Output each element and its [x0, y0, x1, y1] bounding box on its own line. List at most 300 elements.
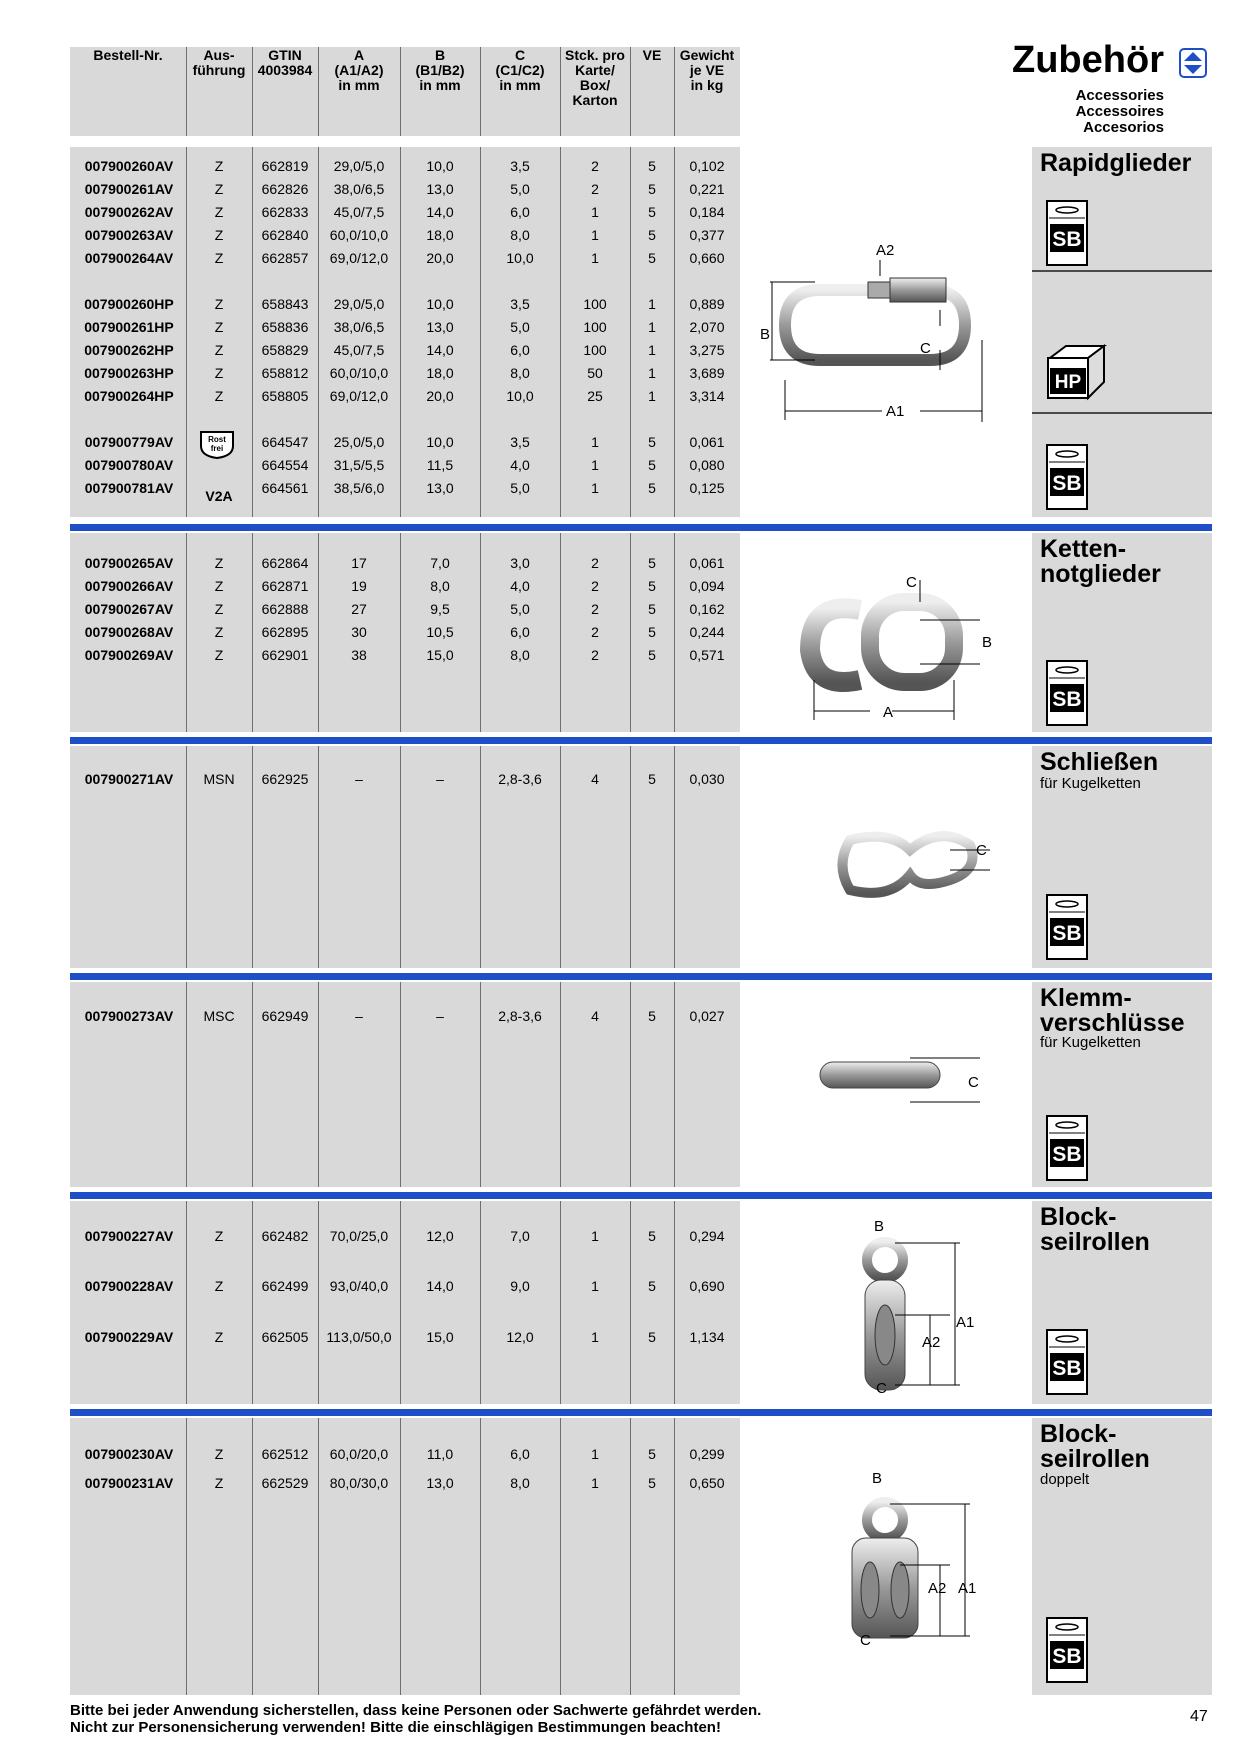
table-cell: 662864 [261, 555, 309, 571]
table-cell: 2,8-3,6 [498, 771, 542, 787]
table-cell: Z [214, 1228, 224, 1244]
table-cell: 69,0/12,0 [329, 388, 389, 404]
order-number-cell: 007900780AV [84, 457, 174, 473]
table-cell: 2 [591, 578, 599, 594]
table-cell: 11,0 [426, 1446, 454, 1462]
table-cell: Z [214, 319, 224, 335]
table-cell: 1 [648, 319, 656, 335]
fig-label: A [883, 704, 894, 721]
table-cell: 658843 [261, 296, 309, 312]
table-cell: 5 [648, 624, 656, 640]
table-cell: 29,0/5,0 [333, 296, 385, 312]
ball-chain-clasp-illustration [830, 820, 1000, 910]
order-number-cell: 007900261AV [84, 181, 174, 197]
table-cell: 7,0 [510, 1228, 530, 1244]
brand-logo-icon [1179, 48, 1207, 78]
side-divider [1032, 270, 1212, 272]
table-cell: Z [214, 578, 224, 594]
svg-text:SB: SB [1052, 922, 1082, 945]
table-cell: 0,184 [689, 204, 725, 220]
table-cell: 9,5 [430, 601, 450, 617]
emergency-chain-link-illustration [790, 570, 1010, 720]
column-divider [400, 47, 401, 136]
order-number-cell: 007900262AV [84, 204, 174, 220]
table-cell: 5 [648, 647, 656, 663]
table-cell: 14,0 [426, 1278, 454, 1294]
table-cell: 100 [583, 296, 607, 312]
section-subtitle: für Kugelketten [1040, 775, 1141, 792]
table-cell: 5 [648, 1446, 656, 1462]
table-cell: 662833 [261, 204, 309, 220]
table-cell: – [436, 771, 444, 787]
table-cell: 2,8-3,6 [498, 1008, 542, 1024]
rust-free-badge-icon [198, 428, 236, 460]
table-cell: 5 [648, 1329, 656, 1345]
table-cell: Z [214, 1446, 224, 1462]
sb-pack-icon [1046, 1115, 1088, 1181]
ball-chain-connector-illustration [810, 1050, 990, 1110]
table-cell: 29,0/5,0 [333, 158, 385, 174]
table-cell: 45,0/7,5 [333, 204, 385, 220]
table-cell: 4,0 [510, 457, 530, 473]
fig-label: C [920, 340, 931, 357]
fig-label: C [976, 842, 987, 859]
table-cell: 20,0 [426, 250, 454, 266]
table-cell: 2 [591, 158, 599, 174]
table-cell: – [436, 1008, 444, 1024]
table-cell: 14,0 [426, 342, 454, 358]
table-cell: 3,314 [689, 388, 725, 404]
table-cell: 0,162 [689, 601, 725, 617]
table-cell: 2 [591, 181, 599, 197]
table-cell: Z [214, 342, 224, 358]
table-cell: 5 [648, 1278, 656, 1294]
table-cell: 1 [591, 250, 599, 266]
table-cell: 7,0 [430, 555, 450, 571]
table-cell: 100 [583, 319, 607, 335]
table-cell: 10,0 [426, 158, 454, 174]
table-cell: 662925 [261, 771, 309, 787]
order-number-cell: 007900260HP [84, 296, 174, 312]
table-cell: 31,5/5,5 [333, 457, 385, 473]
fig-label: A2 [876, 242, 895, 259]
table-cell: Z [214, 296, 224, 312]
column-divider [480, 47, 481, 136]
table-cell: 662888 [261, 601, 309, 617]
table-cell: MSC [203, 1008, 235, 1024]
table-cell: 658829 [261, 342, 309, 358]
fig-label: A2 [922, 1334, 941, 1351]
table-cell: 1 [591, 1228, 599, 1244]
col-header-weight: Gewicht je VE in kg [679, 47, 735, 93]
sb-pack-icon [1046, 444, 1088, 510]
table-cell: 1 [591, 434, 599, 450]
table-cell: 93,0/40,0 [329, 1278, 389, 1294]
table-cell: 10,0 [506, 388, 534, 404]
table-cell: 1 [591, 1446, 599, 1462]
table-cell: 8,0 [510, 1475, 530, 1491]
fig-label: B [760, 326, 771, 343]
table-cell: 1 [591, 1329, 599, 1345]
table-cell: 1 [591, 204, 599, 220]
table-cell: 0,027 [689, 1008, 725, 1024]
table-cell: 662505 [261, 1329, 309, 1345]
table-cell: 10,0 [426, 434, 454, 450]
table-cell: 17 [351, 555, 367, 571]
section-title: Schließen [1040, 748, 1159, 776]
order-number-cell: 007900264HP [84, 388, 174, 404]
col-header-gtin: GTIN 4003984 [257, 47, 313, 78]
order-number-cell: 007900262HP [84, 342, 174, 358]
order-number-cell: 007900779AV [84, 434, 174, 450]
table-cell: Z [214, 181, 224, 197]
order-number-cell: 007900273AV [84, 1008, 174, 1024]
table-cell: 662529 [261, 1475, 309, 1491]
table-cell: 3,5 [510, 158, 530, 174]
table-cell: 3,0 [510, 555, 530, 571]
table-cell: 0,244 [689, 624, 725, 640]
order-number-cell: 007900269AV [84, 647, 174, 663]
table-cell: 14,0 [426, 204, 454, 220]
safety-notice-line1: Bitte bei jeder Anwendung sicherstellen, dass keine Personen oder Sachwerte gefährdet werden. [70, 1702, 762, 1719]
table-cell: Z [214, 1475, 224, 1491]
fig-label: C [968, 1074, 979, 1091]
double-pulley-block-illustration [830, 1490, 1000, 1650]
table-cell: 0,690 [689, 1278, 725, 1294]
col-header-order-no: Bestell-Nr. [93, 47, 163, 63]
table-cell: 0,889 [689, 296, 725, 312]
section-divider [70, 1409, 1212, 1416]
table-cell: 50 [587, 365, 603, 381]
table-cell: – [355, 771, 363, 787]
table-cell: 1 [648, 388, 656, 404]
table-cell: 18,0 [426, 227, 454, 243]
table-cell: 5,0 [510, 601, 530, 617]
table-cell: 2 [591, 555, 599, 571]
table-cell: 2,070 [689, 319, 725, 335]
table-cell: 5,0 [510, 319, 530, 335]
table-cell: 3,689 [689, 365, 725, 381]
table-cell: 20,0 [426, 388, 454, 404]
table-cell: 662871 [261, 578, 309, 594]
table-cell: 0,221 [689, 181, 725, 197]
order-number-cell: 007900227AV [84, 1228, 174, 1244]
order-number-cell: 007900260AV [84, 158, 174, 174]
table-cell: 0,030 [689, 771, 725, 787]
table-cell: 0,660 [689, 250, 725, 266]
fig-label: A2 [928, 1580, 947, 1597]
table-cell: 5 [648, 1228, 656, 1244]
section-title: Block- seilrollen [1040, 1420, 1150, 1473]
section-divider [70, 524, 1212, 531]
table-cell: 10,0 [506, 250, 534, 266]
table-cell: 5 [648, 158, 656, 174]
table-cell: 38 [351, 647, 367, 663]
svg-text:SB: SB [1052, 472, 1082, 495]
table-cell: 5 [648, 1475, 656, 1491]
table-cell: 2 [591, 601, 599, 617]
order-number-cell: 007900266AV [84, 578, 174, 594]
table-cell: 60,0/10,0 [329, 365, 389, 381]
table-cell: 0,061 [689, 555, 725, 571]
table-cell: Z [214, 555, 224, 571]
table-cell: 1 [648, 365, 656, 381]
table-cell: 9,0 [510, 1278, 530, 1294]
page-title: Zubehör [1012, 39, 1164, 81]
table-cell: Z [214, 1329, 224, 1345]
table-cell: Z [214, 601, 224, 617]
table-cell: 60,0/10,0 [329, 227, 389, 243]
order-number-cell: 007900263AV [84, 227, 174, 243]
table-cell: 5 [648, 227, 656, 243]
table-cell: 100 [583, 342, 607, 358]
column-divider [674, 47, 675, 136]
section-divider [70, 1192, 1212, 1199]
table-cell: 662482 [261, 1228, 309, 1244]
table-cell: 662826 [261, 181, 309, 197]
table-cell: 13,0 [426, 181, 454, 197]
table-cell: 5 [648, 204, 656, 220]
pulley-block-illustration [840, 1225, 990, 1395]
table-cell: 5 [648, 771, 656, 787]
order-number-cell: 007900263HP [84, 365, 174, 381]
section-title: Ketten- notglieder [1040, 535, 1161, 588]
svg-text:SB: SB [1052, 1357, 1082, 1380]
table-cell: 5 [648, 601, 656, 617]
column-divider [630, 47, 631, 136]
col-header-pieces: Stck. pro Karte/ Box/ Karton [565, 47, 625, 108]
table-cell: 2 [591, 647, 599, 663]
table-cell: MSN [203, 771, 235, 787]
table-cell: 25 [587, 388, 603, 404]
table-cell: 38,5/6,0 [333, 480, 385, 496]
table-cell: 0,294 [689, 1228, 725, 1244]
fig-label: A1 [886, 403, 905, 420]
section-title: Klemm- verschlüsse [1040, 984, 1185, 1037]
table-cell: 18,0 [426, 365, 454, 381]
table-cell: 0,299 [689, 1446, 725, 1462]
table-cell: 5 [648, 181, 656, 197]
table-cell: 38,0/6,5 [333, 181, 385, 197]
table-cell: Z [214, 158, 224, 174]
section-subtitle: für Kugelketten [1040, 1034, 1141, 1051]
table-cell: 5,0 [510, 480, 530, 496]
svg-text:SB: SB [1052, 1143, 1082, 1166]
fig-label: A1 [956, 1314, 975, 1331]
col-header-c: C (C1/C2) in mm [495, 47, 545, 93]
fig-label: B [872, 1470, 883, 1487]
table-cell: 25,0/5,0 [333, 434, 385, 450]
table-cell: 8,0 [430, 578, 450, 594]
section-title: Block- seilrollen [1040, 1203, 1150, 1256]
table-cell: 6,0 [510, 1446, 530, 1462]
col-header-ve: VE [642, 47, 662, 63]
table-cell: 658805 [261, 388, 309, 404]
table-cell: 8,0 [510, 227, 530, 243]
table-cell: 1 [591, 480, 599, 496]
table-cell: 5 [648, 578, 656, 594]
column-divider [560, 47, 561, 136]
table-cell: 662512 [261, 1446, 309, 1462]
table-cell: Z [214, 647, 224, 663]
table-cell: 664554 [261, 457, 309, 473]
table-cell: 13,0 [426, 1475, 454, 1491]
order-number-cell: 007900781AV [84, 480, 174, 496]
sb-pack-icon [1046, 1329, 1088, 1395]
table-cell: 4 [591, 771, 599, 787]
table-cell: 0,650 [689, 1475, 725, 1491]
table-cell: 70,0/25,0 [329, 1228, 389, 1244]
table-cell: 662949 [261, 1008, 309, 1024]
svg-text:SB: SB [1052, 228, 1082, 251]
column-divider [318, 47, 319, 136]
fig-label: C [906, 574, 917, 591]
table-cell: 13,0 [426, 480, 454, 496]
table-cell: 3,5 [510, 434, 530, 450]
table-cell: 5 [648, 434, 656, 450]
svg-text:Rost: Rost [208, 435, 226, 444]
table-cell: Z [214, 250, 224, 266]
table-cell: 662901 [261, 647, 309, 663]
table-cell: – [355, 1008, 363, 1024]
table-cell: 662840 [261, 227, 309, 243]
table-cell: 1 [591, 1278, 599, 1294]
table-cell: 658812 [261, 365, 309, 381]
table-cell: 0,102 [689, 158, 725, 174]
table-cell: 6,0 [510, 342, 530, 358]
table-cell: 6,0 [510, 624, 530, 640]
table-cell: 69,0/12,0 [329, 250, 389, 266]
order-number-cell: 007900230AV [84, 1446, 174, 1462]
side-divider [1032, 412, 1212, 414]
fig-label: B [874, 1218, 885, 1235]
safety-notice [70, 1702, 761, 1736]
section-title: Rapidglieder [1040, 149, 1192, 177]
table-cell: 0,125 [689, 480, 725, 496]
table-cell: 4 [591, 1008, 599, 1024]
table-cell: 15,0 [426, 647, 454, 663]
column-divider [186, 47, 187, 136]
table-cell: 3,5 [510, 296, 530, 312]
table-cell: 1 [591, 1475, 599, 1491]
svg-text:SB: SB [1052, 688, 1082, 711]
table-cell: 5 [648, 457, 656, 473]
table-cell: 12,0 [426, 1228, 454, 1244]
table-cell: 662857 [261, 250, 309, 266]
table-cell: 13,0 [426, 319, 454, 335]
table-cell: 15,0 [426, 1329, 454, 1345]
col-header-version: Aus- führung [192, 47, 246, 78]
table-cell: 19 [351, 578, 367, 594]
table-cell: 1,134 [689, 1329, 725, 1345]
table-cell: 30 [351, 624, 367, 640]
language-subtitles: Accessories Accessoires Accesorios [1075, 87, 1164, 136]
table-cell: 1 [648, 296, 656, 312]
table-cell: 113,0/50,0 [326, 1329, 392, 1345]
table-cell: Z [214, 624, 224, 640]
section-subtitle: doppelt [1040, 1471, 1090, 1488]
table-cell: 662499 [261, 1278, 309, 1294]
table-cell: 45,0/7,5 [333, 342, 385, 358]
table-cell: Z [214, 204, 224, 220]
fig-label: C [860, 1632, 871, 1649]
table-cell: 1 [591, 227, 599, 243]
table-cell: 662895 [261, 624, 309, 640]
order-number-cell: 007900267AV [84, 601, 174, 617]
table-cell: 6,0 [510, 204, 530, 220]
table-cell: 11,5 [426, 457, 454, 473]
order-number-cell: 007900264AV [84, 250, 174, 266]
order-number-cell: 007900265AV [84, 555, 174, 571]
table-cell: 10,5 [426, 624, 454, 640]
table-cell: 0,080 [689, 457, 725, 473]
quick-link-illustration [760, 240, 1000, 430]
column-divider [252, 47, 253, 136]
col-header-a: A (A1/A2) in mm [334, 47, 384, 93]
svg-text:frei: frei [210, 444, 224, 453]
section-divider [70, 737, 1212, 744]
table-cell: 5 [648, 250, 656, 266]
order-number-cell: 007900231AV [84, 1475, 174, 1491]
table-cell: Z [214, 227, 224, 243]
fig-label: A1 [958, 1580, 977, 1597]
safety-notice-line2: Nicht zur Personensicherung verwenden! Bitte die einschlägigen Bestimmungen beachten! [70, 1719, 721, 1736]
svg-text:HP: HP [1054, 372, 1082, 393]
order-number-cell: 007900261HP [84, 319, 174, 335]
col-header-b: B (B1/B2) in mm [415, 47, 465, 93]
page-number: 47 [1190, 1708, 1208, 1725]
fig-label: B [982, 634, 993, 651]
table-cell: 0,061 [689, 434, 725, 450]
sb-pack-icon [1046, 200, 1088, 266]
table-cell: 5 [648, 555, 656, 571]
table-cell: 27 [351, 601, 367, 617]
table-cell: 664547 [261, 434, 309, 450]
table-cell: 3,275 [689, 342, 725, 358]
section-divider [70, 973, 1212, 980]
table-cell: 5 [648, 1008, 656, 1024]
sb-pack-icon [1046, 660, 1088, 726]
table-cell: 658836 [261, 319, 309, 335]
table-cell: 4,0 [510, 578, 530, 594]
hp-pack-icon [1044, 340, 1108, 404]
sb-pack-icon [1046, 1617, 1088, 1683]
table-cell: Z [214, 388, 224, 404]
table-cell: 38,0/6,5 [333, 319, 385, 335]
table-cell: 664561 [261, 480, 309, 496]
table-cell: 0,571 [689, 647, 725, 663]
table-cell: 0,094 [689, 578, 725, 594]
table-cell: 60,0/20,0 [329, 1446, 389, 1462]
table-cell: Z [214, 1278, 224, 1294]
table-cell: Z [214, 365, 224, 381]
order-number-cell: 007900271AV [84, 771, 174, 787]
table-cell: 10,0 [426, 296, 454, 312]
svg-text:SB: SB [1052, 1645, 1082, 1668]
table-cell: 5,0 [510, 181, 530, 197]
table-cell: 12,0 [506, 1329, 534, 1345]
sb-pack-icon [1046, 894, 1088, 960]
order-number-cell: 007900229AV [84, 1329, 174, 1345]
table-cell: 1 [648, 342, 656, 358]
table-cell: 0,377 [689, 227, 725, 243]
fig-label: C [876, 1380, 887, 1397]
order-number-cell: 007900268AV [84, 624, 174, 640]
table-cell: V2A [205, 488, 233, 504]
table-cell: 80,0/30,0 [329, 1475, 389, 1491]
table-cell: 1 [591, 457, 599, 473]
table-cell: 662819 [261, 158, 309, 174]
